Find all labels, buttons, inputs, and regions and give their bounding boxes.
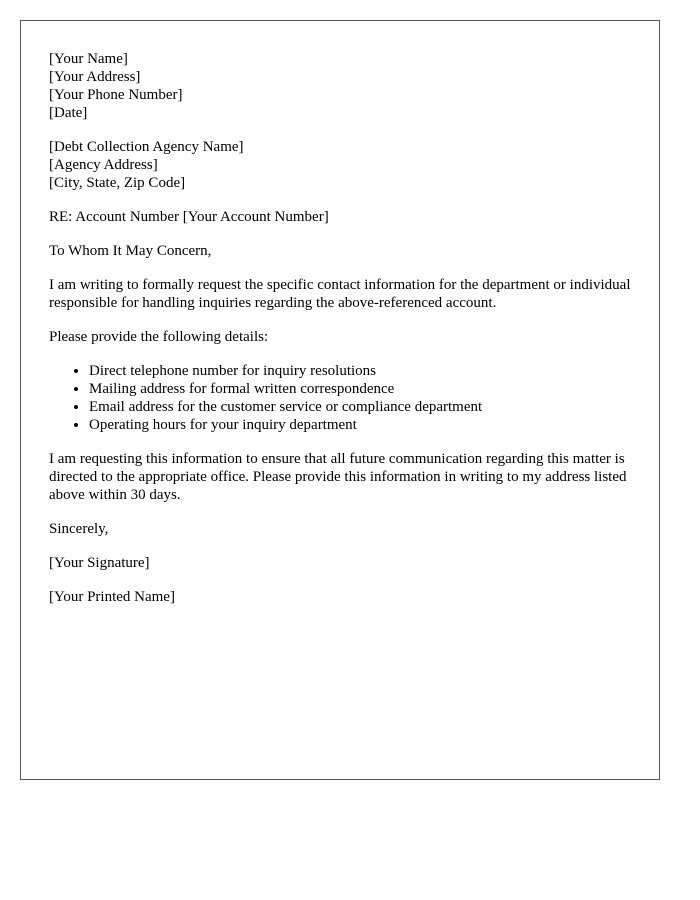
agency-name: [Debt Collection Agency Name]: [49, 139, 244, 155]
sender-address: [Your Address]: [49, 69, 141, 85]
letter-date: [Date]: [49, 105, 88, 121]
salutation: To Whom It May Concern,: [49, 243, 212, 259]
list-item: • Email address for the customer service or compliance department: [89, 398, 639, 416]
details-list: [49, 362, 639, 434]
list-item: • Direct telephone number for inquiry resolutions: [89, 362, 639, 380]
printed-name: [Your Printed Name]: [49, 589, 175, 605]
list-item: • Mailing address for formal written correspondence: [89, 380, 639, 398]
request-lead: Please provide the following details:: [49, 329, 269, 345]
sender-block: [49, 50, 639, 122]
letter-page: [20, 20, 660, 780]
list-item: • Operating hours for your inquiry department: [89, 416, 639, 434]
signoff: Sincerely,: [49, 521, 109, 537]
intro-paragraph: I am writing to formally request the specific contact information for the department or individual responsible for handling inquiries regarding the above-referenced account.: [49, 277, 631, 311]
recipient-block: [49, 138, 639, 192]
sender-phone: [Your Phone Number]: [49, 87, 183, 103]
agency-address: [Agency Address]: [49, 157, 158, 173]
closing-paragraph: I am requesting this information to ensure that all future communication regarding this matter is directed to the appropriate office. Please provide this information in writing to my address listed above within 30 days.: [49, 451, 627, 503]
agency-city-state-zip: [City, State, Zip Code]: [49, 175, 186, 191]
subject-line: RE: Account Number [Your Account Number]: [49, 209, 329, 225]
letter-body: [49, 50, 639, 622]
signature-placeholder: [Your Signature]: [49, 555, 150, 571]
sender-name: [Your Name]: [49, 51, 128, 67]
